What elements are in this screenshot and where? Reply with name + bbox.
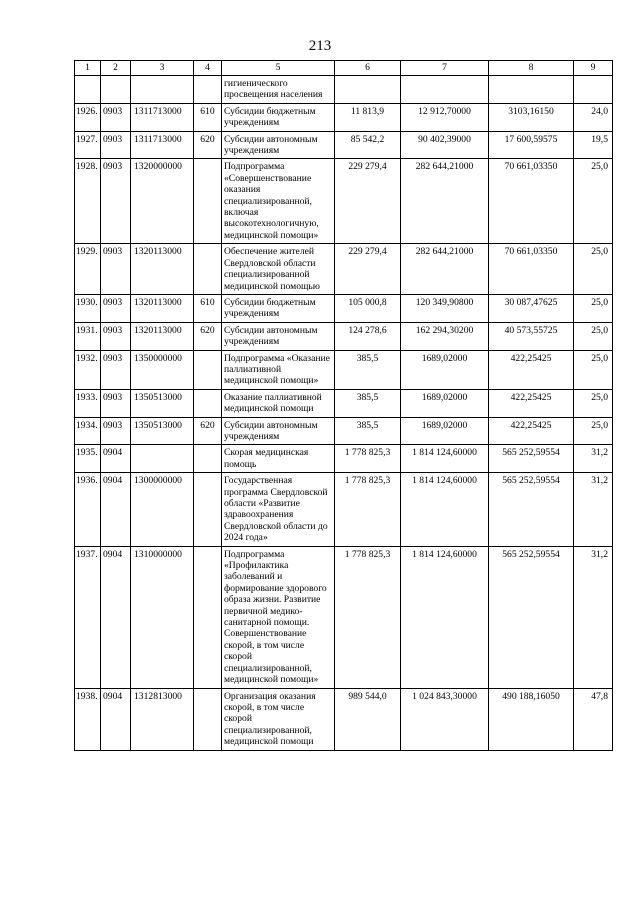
- table-row: [75, 131, 613, 159]
- item-name: Субсидии бюджетным учреждениям: [222, 103, 335, 131]
- column-header: 5: [222, 61, 335, 76]
- row-number: [75, 76, 101, 104]
- target-code: 1320113000: [131, 244, 194, 295]
- expense-type: 610: [194, 103, 222, 131]
- value-col-7: 1 814 124,60000: [401, 473, 489, 546]
- percent-col-9: 24,0: [574, 103, 613, 131]
- value-col-8: 565 252,59554: [489, 473, 574, 546]
- section-code: 0904: [101, 688, 131, 750]
- percent-col-9: 31,2: [574, 473, 613, 546]
- target-code: 1350000000: [131, 350, 194, 389]
- row-number: 1929.: [75, 244, 101, 295]
- row-number: 1928.: [75, 159, 101, 244]
- item-name: Государственная программа Свердловской области «Развитие здравоохранения Свердловской области до 2024 года»: [222, 473, 335, 546]
- value-col-6: 1 778 825,3: [335, 546, 401, 688]
- target-code: [131, 76, 194, 104]
- value-col-8: 70 661,03350: [489, 159, 574, 244]
- table-row: [75, 159, 613, 244]
- section-code: 0903: [101, 131, 131, 159]
- expense-type: 620: [194, 131, 222, 159]
- item-name: Подпрограмма «Совершенствование оказания специализированной, включая высокотехнологичную, медицинской помощи»: [222, 159, 335, 244]
- expense-type: [194, 389, 222, 417]
- column-header: 4: [194, 61, 222, 76]
- target-code: 1300000000: [131, 473, 194, 546]
- row-number: 1933.: [75, 389, 101, 417]
- column-header: 6: [335, 61, 401, 76]
- value-col-7: 162 294,30200: [401, 322, 489, 350]
- percent-col-9: 25,0: [574, 389, 613, 417]
- item-name: Обеспечение жителей Свердловской области специализированной медицинской помощью: [222, 244, 335, 295]
- value-col-6: 124 278,6: [335, 322, 401, 350]
- value-col-6: 11 813,9: [335, 103, 401, 131]
- percent-col-9: 47,8: [574, 688, 613, 750]
- value-col-7: 1 024 843,30000: [401, 688, 489, 750]
- percent-col-9: [574, 76, 613, 104]
- row-number: 1935.: [75, 445, 101, 473]
- section-code: 0903: [101, 159, 131, 244]
- value-col-8: 565 252,59554: [489, 445, 574, 473]
- value-col-8: 70 661,03350: [489, 244, 574, 295]
- value-col-6: 385,5: [335, 350, 401, 389]
- row-number: 1934.: [75, 417, 101, 445]
- table-row: [75, 294, 613, 322]
- value-col-8: 3103,16150: [489, 103, 574, 131]
- value-col-7: 1689,02000: [401, 350, 489, 389]
- row-number: 1938.: [75, 688, 101, 750]
- row-number: 1936.: [75, 473, 101, 546]
- target-code: 1320000000: [131, 159, 194, 244]
- value-col-7: 12 912,70000: [401, 103, 489, 131]
- table-row: [75, 322, 613, 350]
- column-header: 1: [75, 61, 101, 76]
- value-col-6: 105 000,8: [335, 294, 401, 322]
- table-row: [75, 445, 613, 473]
- column-header: 7: [401, 61, 489, 76]
- section-code: 0903: [101, 389, 131, 417]
- value-col-8: 422,25425: [489, 350, 574, 389]
- expense-type: 620: [194, 322, 222, 350]
- percent-col-9: 25,0: [574, 244, 613, 295]
- section-code: 0903: [101, 322, 131, 350]
- percent-col-9: 31,2: [574, 546, 613, 688]
- item-name: Организация оказания скорой, в том числе скорой специализированной, медицинской помощи: [222, 688, 335, 750]
- table-row: [75, 103, 613, 131]
- value-col-7: [401, 76, 489, 104]
- row-number: 1930.: [75, 294, 101, 322]
- value-col-8: 30 087,47625: [489, 294, 574, 322]
- expense-type: [194, 546, 222, 688]
- column-header: 3: [131, 61, 194, 76]
- item-name: Подпрограмма «Оказание паллиативной медицинской помощи»: [222, 350, 335, 389]
- target-code: 1312813000: [131, 688, 194, 750]
- budget-table: [74, 60, 613, 751]
- value-col-7: 1 814 124,60000: [401, 445, 489, 473]
- expense-type: [194, 76, 222, 104]
- section-code: 0903: [101, 294, 131, 322]
- expense-type: [194, 350, 222, 389]
- target-code: [131, 445, 194, 473]
- item-name: Субсидии автономным учреждениям: [222, 417, 335, 445]
- value-col-7: 90 402,39000: [401, 131, 489, 159]
- value-col-8: 17 600,59575: [489, 131, 574, 159]
- table-row: [75, 350, 613, 389]
- value-col-7: 282 644,21000: [401, 159, 489, 244]
- section-code: 0904: [101, 473, 131, 546]
- percent-col-9: 25,0: [574, 322, 613, 350]
- expense-type: 620: [194, 417, 222, 445]
- value-col-8: 40 573,55725: [489, 322, 574, 350]
- row-number: 1926.: [75, 103, 101, 131]
- column-header: 9: [574, 61, 613, 76]
- value-col-6: 989 544,0: [335, 688, 401, 750]
- value-col-7: 1689,02000: [401, 417, 489, 445]
- row-number: 1927.: [75, 131, 101, 159]
- value-col-8: 422,25425: [489, 417, 574, 445]
- section-code: 0903: [101, 103, 131, 131]
- percent-col-9: 25,0: [574, 350, 613, 389]
- item-name: Оказание паллиативной медицинской помощи: [222, 389, 335, 417]
- value-col-6: 229 279,4: [335, 244, 401, 295]
- section-code: 0903: [101, 417, 131, 445]
- percent-col-9: 25,0: [574, 159, 613, 244]
- percent-col-9: 25,0: [574, 294, 613, 322]
- target-code: 1350513000: [131, 389, 194, 417]
- value-col-6: 229 279,4: [335, 159, 401, 244]
- header-row: [75, 61, 613, 76]
- value-col-8: [489, 76, 574, 104]
- section-code: 0903: [101, 350, 131, 389]
- page-number: 213: [308, 38, 332, 54]
- section-code: 0903: [101, 244, 131, 295]
- item-name: Субсидии бюджетным учреждениям: [222, 294, 335, 322]
- expense-type: [194, 473, 222, 546]
- expense-type: [194, 688, 222, 750]
- item-name: Подпрограмма «Профилактика заболеваний и формирование здорового образа жизни. Развитие первичной медико-санитарной помощи. Совершенствование скорой, в том числе скорой специализированной, медицинской помощи»: [222, 546, 335, 688]
- value-col-6: 1 778 825,3: [335, 445, 401, 473]
- target-code: 1311713000: [131, 103, 194, 131]
- target-code: 1320113000: [131, 294, 194, 322]
- item-name: Скорая медицинская помощь: [222, 445, 335, 473]
- value-col-8: 565 252,59554: [489, 546, 574, 688]
- target-code: 1311713000: [131, 131, 194, 159]
- item-name: Субсидии автономным учреждениям: [222, 322, 335, 350]
- table-row: [75, 244, 613, 295]
- target-code: 1350513000: [131, 417, 194, 445]
- expense-type: 610: [194, 294, 222, 322]
- table-row: [75, 688, 613, 750]
- table-row: [75, 417, 613, 445]
- table-row: [75, 76, 613, 104]
- value-col-6: 1 778 825,3: [335, 473, 401, 546]
- percent-col-9: 31,2: [574, 445, 613, 473]
- value-col-8: 422,25425: [489, 389, 574, 417]
- section-code: 0904: [101, 546, 131, 688]
- value-col-6: [335, 76, 401, 104]
- column-header: 8: [489, 61, 574, 76]
- value-col-7: 120 349,90800: [401, 294, 489, 322]
- column-header: 2: [101, 61, 131, 76]
- expense-type: [194, 445, 222, 473]
- percent-col-9: 19,5: [574, 131, 613, 159]
- value-col-6: 85 542,2: [335, 131, 401, 159]
- value-col-7: 1 814 124,60000: [401, 546, 489, 688]
- value-col-7: 282 644,21000: [401, 244, 489, 295]
- table-row: [75, 546, 613, 688]
- percent-col-9: 25,0: [574, 417, 613, 445]
- item-name: гигиенического просвещения населения: [222, 76, 335, 104]
- value-col-6: 385,5: [335, 389, 401, 417]
- value-col-7: 1689,02000: [401, 389, 489, 417]
- item-name: Субсидии автономным учреждениям: [222, 131, 335, 159]
- expense-type: [194, 159, 222, 244]
- value-col-8: 490 188,16050: [489, 688, 574, 750]
- value-col-6: 385,5: [335, 417, 401, 445]
- table-row: [75, 473, 613, 546]
- section-code: [101, 76, 131, 104]
- target-code: 1310000000: [131, 546, 194, 688]
- row-number: 1932.: [75, 350, 101, 389]
- row-number: 1931.: [75, 322, 101, 350]
- expense-type: [194, 244, 222, 295]
- section-code: 0904: [101, 445, 131, 473]
- table-row: [75, 389, 613, 417]
- row-number: 1937.: [75, 546, 101, 688]
- target-code: 1320113000: [131, 322, 194, 350]
